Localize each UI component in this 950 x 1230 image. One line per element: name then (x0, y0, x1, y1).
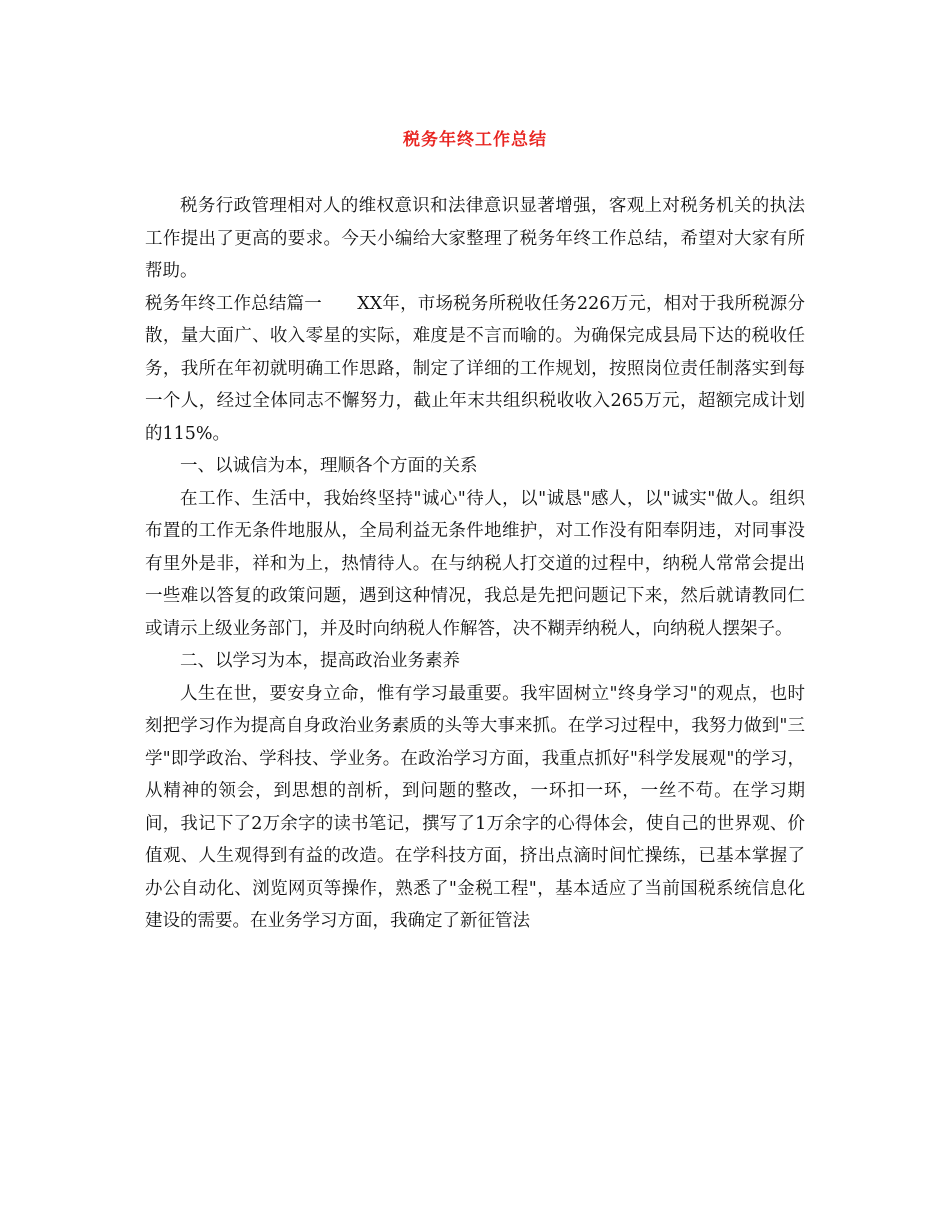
section-one-paragraph: 税务年终工作总结篇一 XX年，市场税务所税收任务226万元，相对于我所税源分散，量大面广、收入零星的实际，难度是不言而喻的。为确保完成县局下达的税收任务，我所在年初就明确工作思路，制定了详细的工作规划，按照岗位责任制落实到每一个人，经过全体同志不懈努力，截止年末共组织税收收入265万元，超额完成计划的115%。 (145, 293, 805, 444)
learning-paragraph: 人生在世，要安身立命，惟有学习最重要。我牢固树立"终身学习"的观点，也时刻把学习作为提高自身政治业务素质的头等大事来抓。在学习过程中，我努力做到"三学"即学政治、学科技、学业务。在政治学习方面，我重点抓好"科学发展观"的学习，从精神的领会，到思想的剖析，到问题的整改，一环扣一环，一丝不苟。在学习期间，我记下了2万余字的读书笔记，撰写了1万余字的心得体会，使自己的世界观、价值观、人生观得到有益的改造。在学科技方面，挤出点滴时间忙操练，已基本掌握了办公自动化、浏览网页等操作，熟悉了"金税工程"，基本适应了当前国税系统信息化建设的需要。在业务学习方面，我确定了新征管法 (145, 683, 805, 931)
integrity-paragraph: 在工作、生活中，我始终坚持"诚心"待人，以"诚恳"感人，以"诚实"做人。组织布置的工作无条件地服从，全局利益无条件地维护，对工作没有阳奉阴违，对同事没有里外是非，祥和为上，热情待人。在与纳税人打交道的过程中，纳税人常常会提出一些难以答复的政策问题，遇到这种情况，我总是先把问题记下来，然后就请教同仁或请示上级业务部门，并及时向纳税人作解答，决不糊弄纳税人，向纳税人摆架子。 (145, 488, 805, 639)
heading-learning: 二、以学习为本，提高政治业务素养 (180, 651, 460, 671)
heading-integrity: 一、以诚信为本，理顺各个方面的关系 (180, 456, 478, 476)
intro-paragraph: 税务行政管理相对人的维权意识和法律意识显著增强，客观上对税务机关的执法工作提出了更高的要求。今天小编给大家整理了税务年终工作总结，希望对大家有所帮助。 (145, 196, 805, 281)
document-title: 税务年终工作总结 (403, 130, 547, 150)
document-body (145, 190, 805, 938)
